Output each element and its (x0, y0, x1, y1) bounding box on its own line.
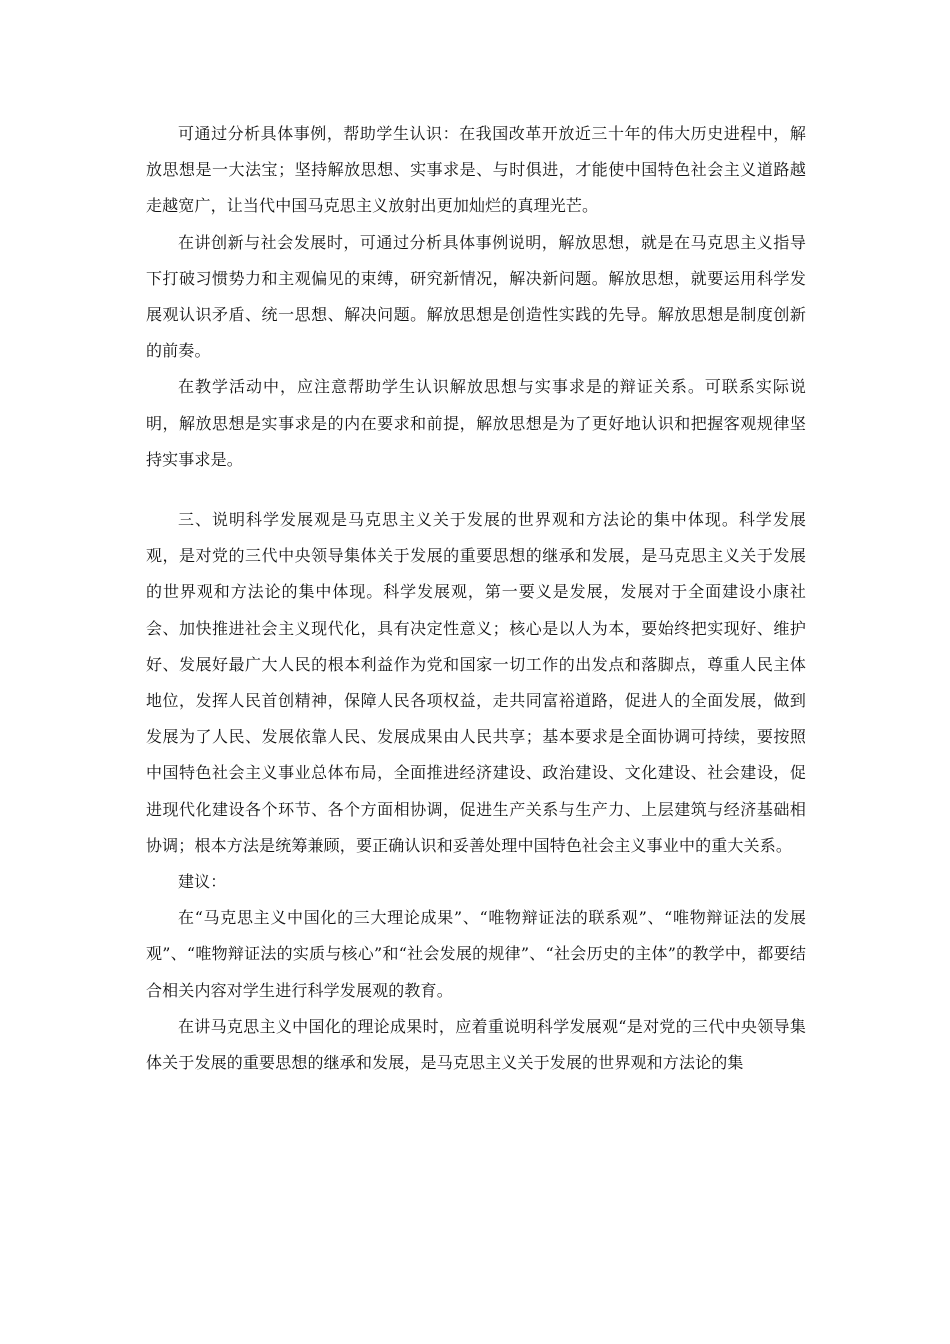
paragraph-suggestion-body: 在“马克思主义中国化的三大理论成果”、“唯物辩证法的联系观”、“唯物辩证法的发展观”、“唯物辩证法的实质与核心”和“社会发展的规律”、“社会历史的主体”的教学中，都要结合相关内容对学生进行科学发展观的教育。 (146, 908, 806, 1000)
paragraph-dialectical-relationship: 在教学活动中，应注意帮助学生认识解放思想与实事求是的辩证关系。可联系实际说明，解放思想是实事求是的内在要求和前提，解放思想是为了更好地认识和把握客观规律坚持实事求是。 (146, 377, 806, 469)
paragraph-liberation-thought-history: 可通过分析具体事例，帮助学生认识：在我国改革开放近三十年的伟大历史进程中，解放思想是一大法宝；坚持解放思想、实事求是、与时俱进，才能使中国特色社会主义道路越走越宽广，让当代中国马克思主义放射出更加灿烂的真理光芒。 (146, 124, 806, 216)
paragraph-section-three: 三、说明科学发展观是马克思主义关于发展的世界观和方法论的集中体现。科学发展观，是对党的三代中央领导集体关于发展的重要思想的继承和发展，是马克思主义关于发展的世界观和方法论的集中体现。科学发展观，第一要义是发展，发展对于全面建设小康社会、加快推进社会主义现代化，具有决定性意义；核心是以人为本，要始终把实现好、维护好、发展好最广大人民的根本利益作为党和国家一切工作的出发点和落脚点，尊重人民主体地位，发挥人民首创精神，保障人民各项权益，走共同富裕道路，促进人的全面发展，做到发展为了人民、发展依靠人民、发展成果由人民共享；基本要求是全面协调可持续，要按照中国特色社会主义事业总体布局，全面推进经济建设、政治建设、文化建设、社会建设，促进现代化建设各个环节、各个方面相协调，促进生产关系与生产力、上层建筑与经济基础相协调；根本方法是统筹兼顾，要正确认识和妥善处理中国特色社会主义事业中的重大关系。 (146, 510, 806, 855)
paragraph-theory-achievements: 在讲马克思主义中国化的理论成果时，应着重说明科学发展观“是对党的三代中央领导集体关于发展的重要思想的继承和发展，是马克思主义关于发展的世界观和方法论的集 (146, 1016, 806, 1073)
paragraph-spacer (146, 478, 806, 502)
document-body (146, 116, 806, 1081)
paragraph-suggestion-heading: 建议： (178, 872, 227, 892)
paragraph-innovation-social-development: 在讲创新与社会发展时，可通过分析具体事例说明，解放思想，就是在马克思主义指导下打破习惯势力和主观偏见的束缚，研究新情况，解决新问题。解放思想，就要运用科学发展观认识矛盾、统一思想、解决问题。解放思想是创造性实践的先导。解放思想是制度创新的前奏。 (146, 232, 806, 361)
